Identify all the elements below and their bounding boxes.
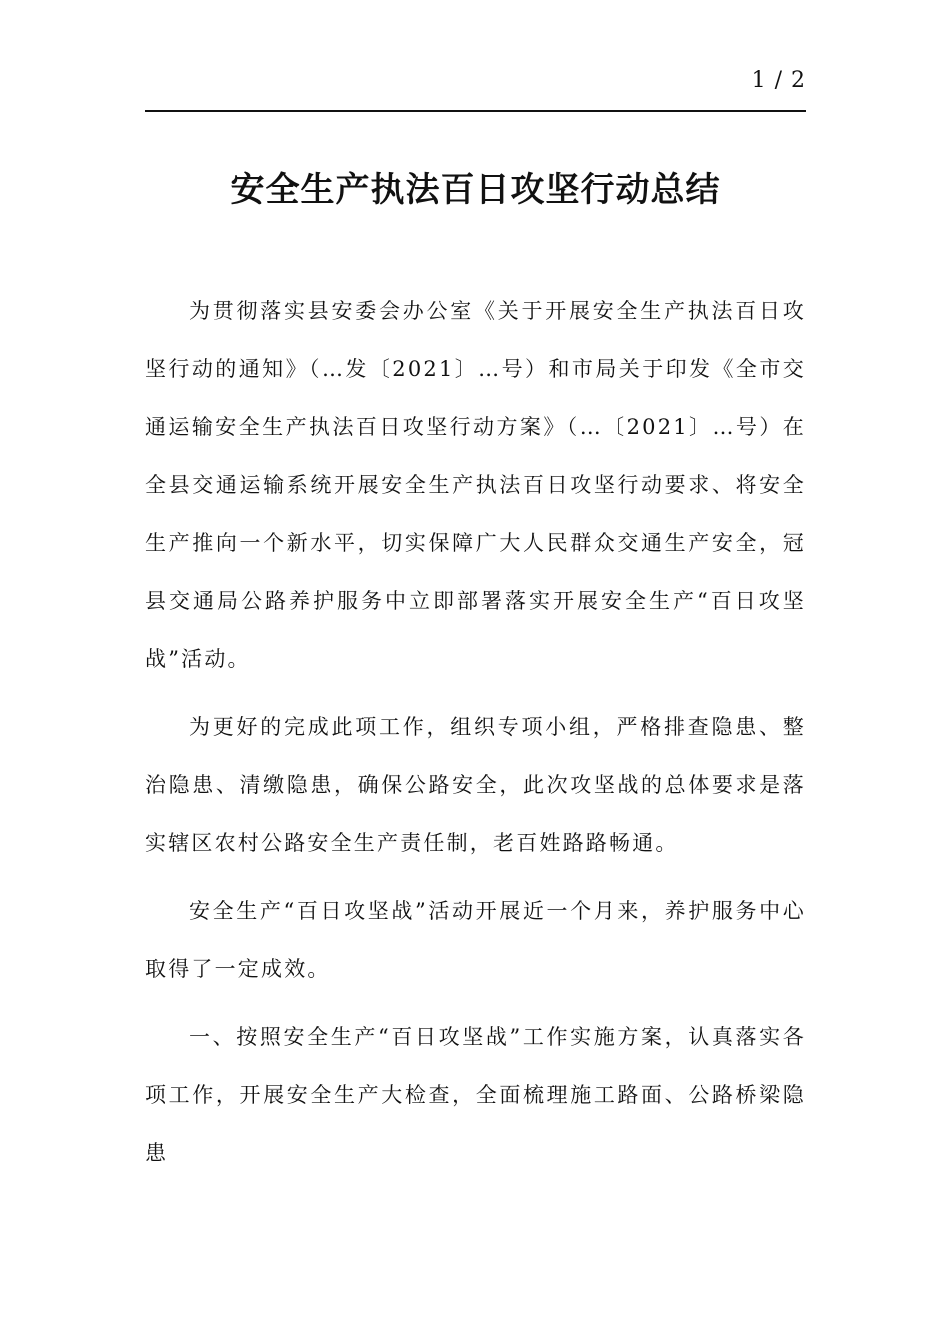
page-number: 1 / 2	[751, 68, 806, 93]
body-paragraph: 一、按照安全生产“百日攻坚战”工作实施方案，认真落实各项工作，开展安全生产大检查，全面梳理施工路面、公路桥梁隐患	[145, 1025, 806, 1165]
body-paragraph: 为贯彻落实县安委会办公室《关于开展安全生产执法百日攻坚行动的通知》（…发〔2021〕…号）和市局关于印发《全市交通运输安全生产执法百日攻坚行动方案》（…〔2021〕…号）在全县交通运输系统开展安全生产执法百日攻坚行动要求、将安全生产推向一个新水平，切实保障广大人民群众交通生产安全，冠县交通局公路养护服务中立即部署落实开展安全生产“百日攻坚战”活动。	[145, 299, 806, 671]
document-body	[145, 282, 806, 1182]
header-divider	[145, 110, 806, 112]
body-paragraph: 为更好的完成此项工作，组织专项小组，严格排查隐患、整治隐患、清缴隐患，确保公路安全，此次攻坚战的总体要求是落实辖区农村公路安全生产责任制，老百姓路路畅通。	[145, 715, 806, 855]
body-paragraph: 安全生产“百日攻坚战”活动开展近一个月来，养护服务中心取得了一定成效。	[145, 899, 806, 981]
document-title: 安全生产执法百日攻坚行动总结	[230, 170, 721, 210]
